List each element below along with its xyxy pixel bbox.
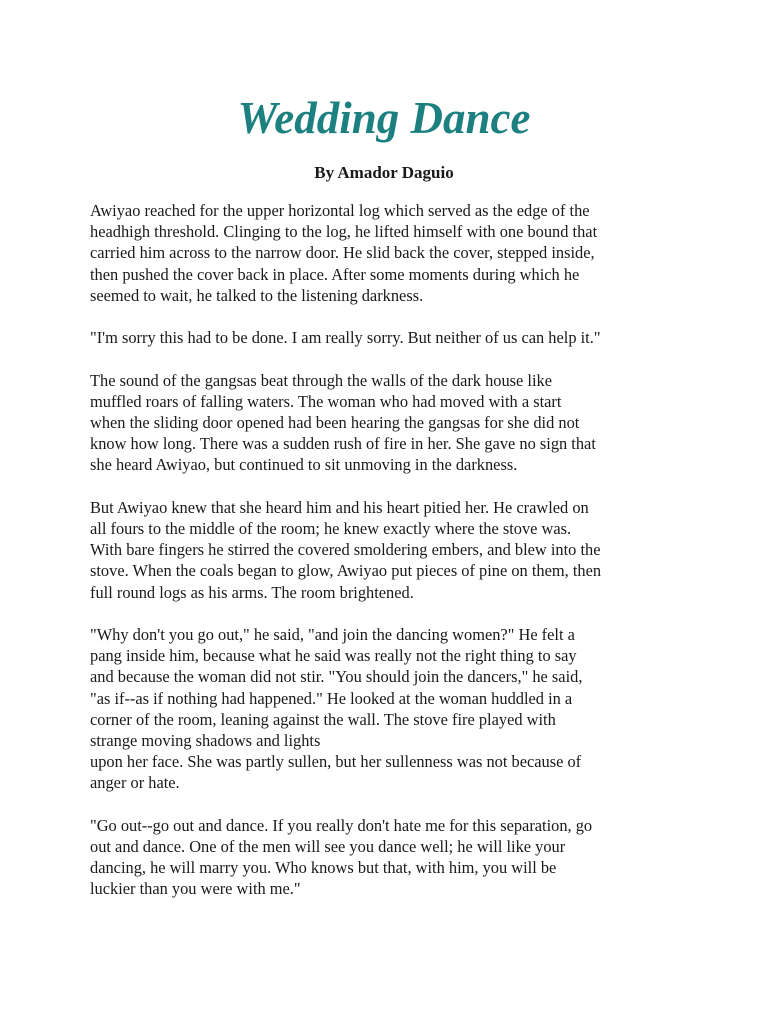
text-line: and because the woman did not stir. "You should join the dancers," he said, (90, 667, 583, 687)
text-line: seemed to wait, he talked to the listening darkness. (90, 285, 424, 305)
text-line: dancing, he will marry you. Who knows but that, with him, you will be (90, 858, 557, 878)
text-line: corner of the room, leaning against the wall. The stove fire played with (90, 709, 556, 729)
text-line: anger or hate. (90, 773, 180, 793)
text-line: then pushed the cover back in place. After some moments during which he (90, 264, 580, 284)
paragraph (90, 327, 690, 348)
text-line: full round logs as his arms. The room brightened. (90, 582, 414, 602)
paragraph (90, 815, 690, 900)
text-line: Awiyao reached for the upper horizontal log which served as the edge of the (90, 201, 590, 220)
text-line: "I'm sorry this had to be done. I am really sorry. But neither of us can help it." (90, 328, 601, 348)
text-line: know how long. There was a sudden rush of fire in her. She gave no sign that (90, 434, 596, 454)
text-line: all fours to the middle of the room; he knew exactly where the stove was. (90, 519, 572, 538)
document-title: Wedding Dance (237, 93, 531, 143)
text-line: upon her face. She was partly sullen, but her sullenness was not because of (90, 752, 582, 772)
story-body (90, 200, 690, 921)
text-line: headhigh threshold. Clinging to the log, he lifted himself with one bound that (90, 222, 598, 242)
text-line: "Go out--go out and dance. If you really don't hate me for this separation, go (90, 815, 593, 835)
paragraph (90, 624, 690, 794)
paragraph (90, 200, 690, 306)
text-line: With bare fingers he stirred the covered smoldering embers, and blew into the (90, 540, 601, 560)
text-line: The sound of the gangsas beat through the walls of the dark house like (90, 370, 553, 390)
text-line: she heard Awiyao, but continued to sit unmoving in the darkness. (90, 455, 518, 475)
text-line: "as if--as if nothing had happened." He looked at the woman huddled in a (90, 688, 573, 708)
text-line: "Why don't you go out," he said, "and join the dancing women?" He felt a (90, 625, 575, 644)
text-line: muffled roars of falling waters. The woman who had moved with a start (90, 391, 562, 411)
text-line: when the sliding door opened had been hearing the gangsas for she did not (90, 413, 580, 432)
paragraph (90, 370, 690, 476)
text-line: stove. When the coals began to glow, Awiyao put pieces of pine on them, then (90, 561, 602, 581)
author-byline: By Amador Daguio (314, 163, 454, 182)
text-line: But Awiyao knew that she heard him and his heart pitied her. He crawled on (90, 497, 589, 517)
text-line: luckier than you were with me." (90, 879, 301, 899)
text-line: pang inside him, because what he said was really not the right thing to say (90, 646, 577, 666)
paragraph (90, 497, 690, 603)
text-line: out and dance. One of the men will see you dance well; he will like your (90, 837, 566, 857)
text-line: strange moving shadows and lights (90, 731, 321, 751)
text-line: carried him across to the narrow door. He slid back the cover, stepped inside, (90, 243, 595, 263)
